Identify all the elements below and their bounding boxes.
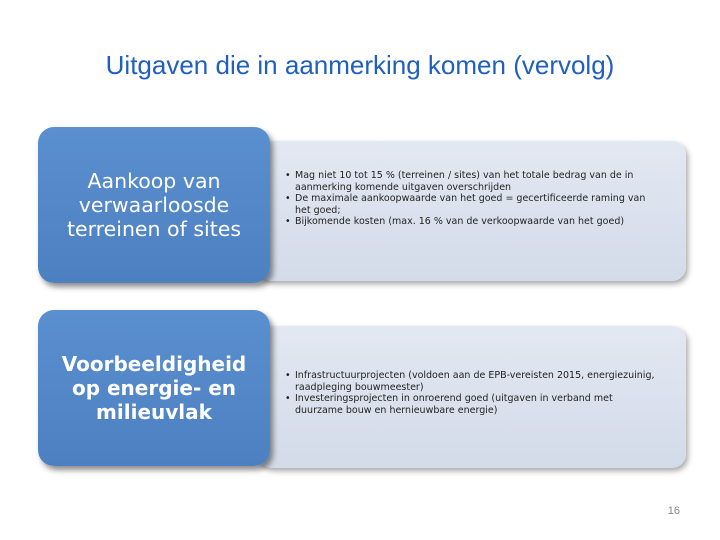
heading-box xyxy=(38,127,270,283)
heading-text: Voorbeeldigheid op energie- en milieuvlak xyxy=(61,352,247,424)
bullet-item: • Investeringsprojecten in onroerend goed (uitgaven in verband met duurzame bouw en hernieuwbare energie) xyxy=(285,393,613,416)
heading-box xyxy=(38,310,270,466)
bullet-item: • Mag niet 10 tot 15 % (terreinen / sites) van het totale bedrag van de in aanmerking komende uitgaven overschrijden xyxy=(285,170,634,193)
page-number: 16 xyxy=(667,505,680,517)
bullet-list-voorbeeldigheid xyxy=(285,370,655,416)
heading-text: Aankoop van verwaarloosde terreinen of sites xyxy=(66,169,242,241)
bullet-item: • De maximale aankoopwaarde van het goed = gecertificeerde raming van het goed; xyxy=(285,193,646,216)
bullet-item: • Infrastructuurprojecten (voldoen aan de EPB-vereisten 2015, energiezuinig, raadpleging bouwmeester) xyxy=(285,370,655,393)
slide-title: Uitgaven die in aanmerking komen (vervolg) xyxy=(105,50,615,80)
bullet-list-terreinen xyxy=(285,170,655,228)
bullet-item: • Bijkomende kosten (max. 16 % van de verkoopwaarde van het goed) xyxy=(285,216,625,227)
